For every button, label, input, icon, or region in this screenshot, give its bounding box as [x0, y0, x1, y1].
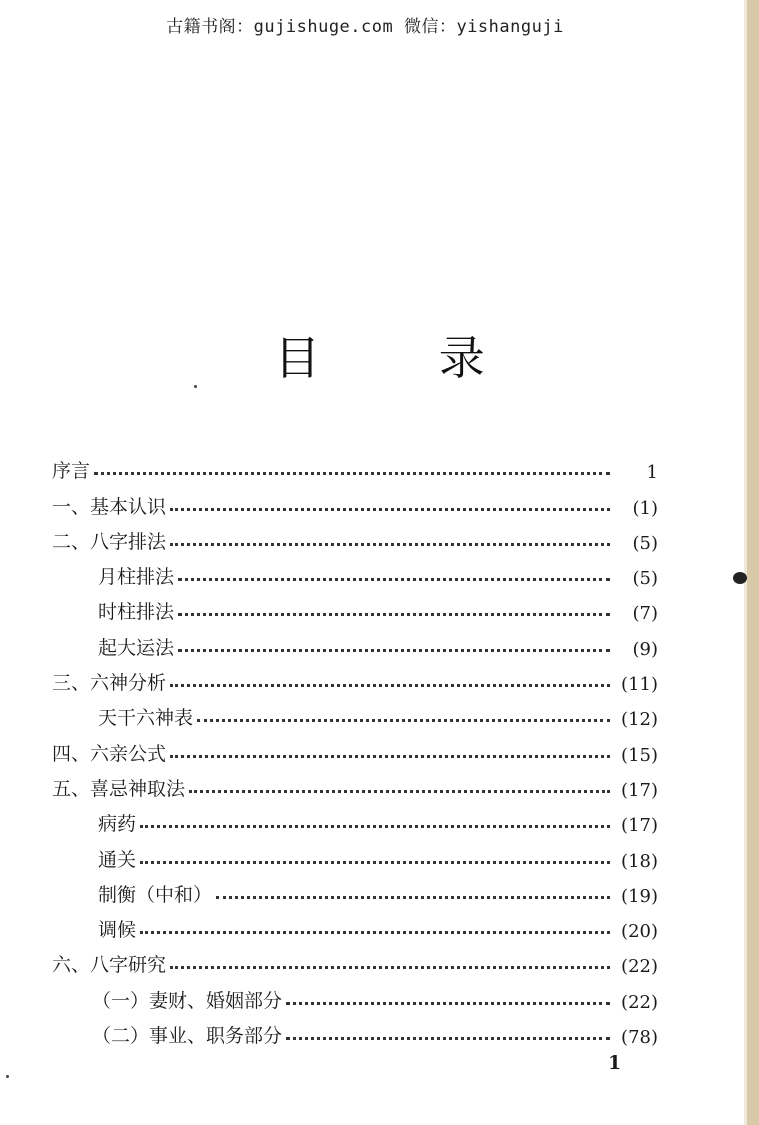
leader-dots [170, 684, 610, 687]
leader-dots [140, 861, 610, 864]
leader-dots [170, 966, 610, 969]
toc-label: 二、八字排法 [52, 530, 167, 553]
toc-entry[interactable] [52, 1013, 658, 1048]
leader-dots [140, 931, 610, 934]
toc-label: 制衡（中和） [98, 883, 213, 906]
toc-page: (7) [632, 603, 658, 625]
leader-dots [286, 1002, 610, 1005]
toc-page: (17) [621, 815, 658, 837]
leader-dots [216, 896, 610, 899]
leader-dots [140, 825, 610, 828]
toc-entry[interactable] [52, 589, 658, 624]
page-title: 目 录 [274, 331, 537, 385]
leader-dots [178, 613, 610, 616]
toc-page: (22) [621, 956, 658, 978]
toc-entry[interactable] [52, 907, 658, 942]
toc-label: 六、八字研究 [52, 954, 167, 977]
toc-page: 1 [646, 462, 658, 484]
scan-dot [6, 1075, 9, 1078]
leader-dots [170, 508, 610, 511]
leader-dots [178, 578, 610, 581]
toc-label: 三、六神分析 [52, 672, 167, 695]
toc-label: 病药 [98, 813, 137, 836]
toc-entry[interactable] [52, 448, 658, 483]
toc-label: 五、喜忌神取法 [52, 777, 186, 800]
toc-label: 天干六神表 [98, 707, 194, 730]
table-of-contents [52, 448, 658, 1048]
toc-page: (5) [632, 568, 658, 590]
toc-page: (22) [621, 991, 658, 1013]
scan-speck [733, 572, 747, 584]
leader-dots [170, 543, 610, 546]
toc-label: 起大运法 [98, 636, 175, 659]
toc-page: (12) [621, 709, 658, 731]
toc-label: 调候 [98, 919, 137, 942]
toc-label: 一、基本认识 [52, 495, 167, 518]
leader-dots [170, 755, 610, 758]
binding-strip [747, 0, 759, 1125]
toc-page: (15) [621, 744, 658, 766]
toc-label: 通关 [98, 848, 137, 871]
toc-entry[interactable] [52, 695, 658, 730]
toc-entry[interactable] [52, 660, 658, 695]
toc-entry[interactable] [52, 872, 658, 907]
toc-label: 四、六亲公式 [52, 742, 167, 765]
toc-page: (1) [632, 497, 658, 519]
toc-entry[interactable] [52, 942, 658, 977]
toc-entry[interactable] [52, 483, 658, 518]
page-number: 1 [608, 1052, 622, 1074]
toc-page: (78) [621, 1027, 658, 1049]
toc-entry[interactable] [52, 519, 658, 554]
toc-entry[interactable] [52, 801, 658, 836]
toc-page: (5) [632, 532, 658, 554]
watermark-header: 古籍书阁：gujishuge.com 微信：yishanguji [166, 17, 564, 37]
toc-label: 序言 [52, 460, 91, 483]
leader-dots [94, 472, 610, 475]
toc-label: 时柱排法 [98, 601, 175, 624]
toc-page: (19) [621, 885, 658, 907]
toc-entry[interactable] [52, 730, 658, 765]
toc-page: (17) [621, 779, 658, 801]
toc-page: (11) [621, 674, 658, 696]
toc-label: 月柱排法 [98, 566, 175, 589]
leader-dots [189, 790, 610, 793]
toc-page: (18) [621, 850, 658, 872]
toc-page: (20) [621, 921, 658, 943]
toc-page: (9) [632, 638, 658, 660]
leader-dots [178, 649, 610, 652]
toc-entry[interactable] [52, 766, 658, 801]
toc-entry[interactable] [52, 977, 658, 1012]
leader-dots [286, 1037, 610, 1040]
toc-entry[interactable] [52, 554, 658, 589]
toc-label: （一）妻财、婚姻部分 [92, 989, 283, 1012]
toc-entry[interactable] [52, 836, 658, 871]
toc-label: （二）事业、职务部分 [92, 1025, 283, 1048]
toc-entry[interactable] [52, 624, 658, 659]
leader-dots [197, 719, 610, 722]
